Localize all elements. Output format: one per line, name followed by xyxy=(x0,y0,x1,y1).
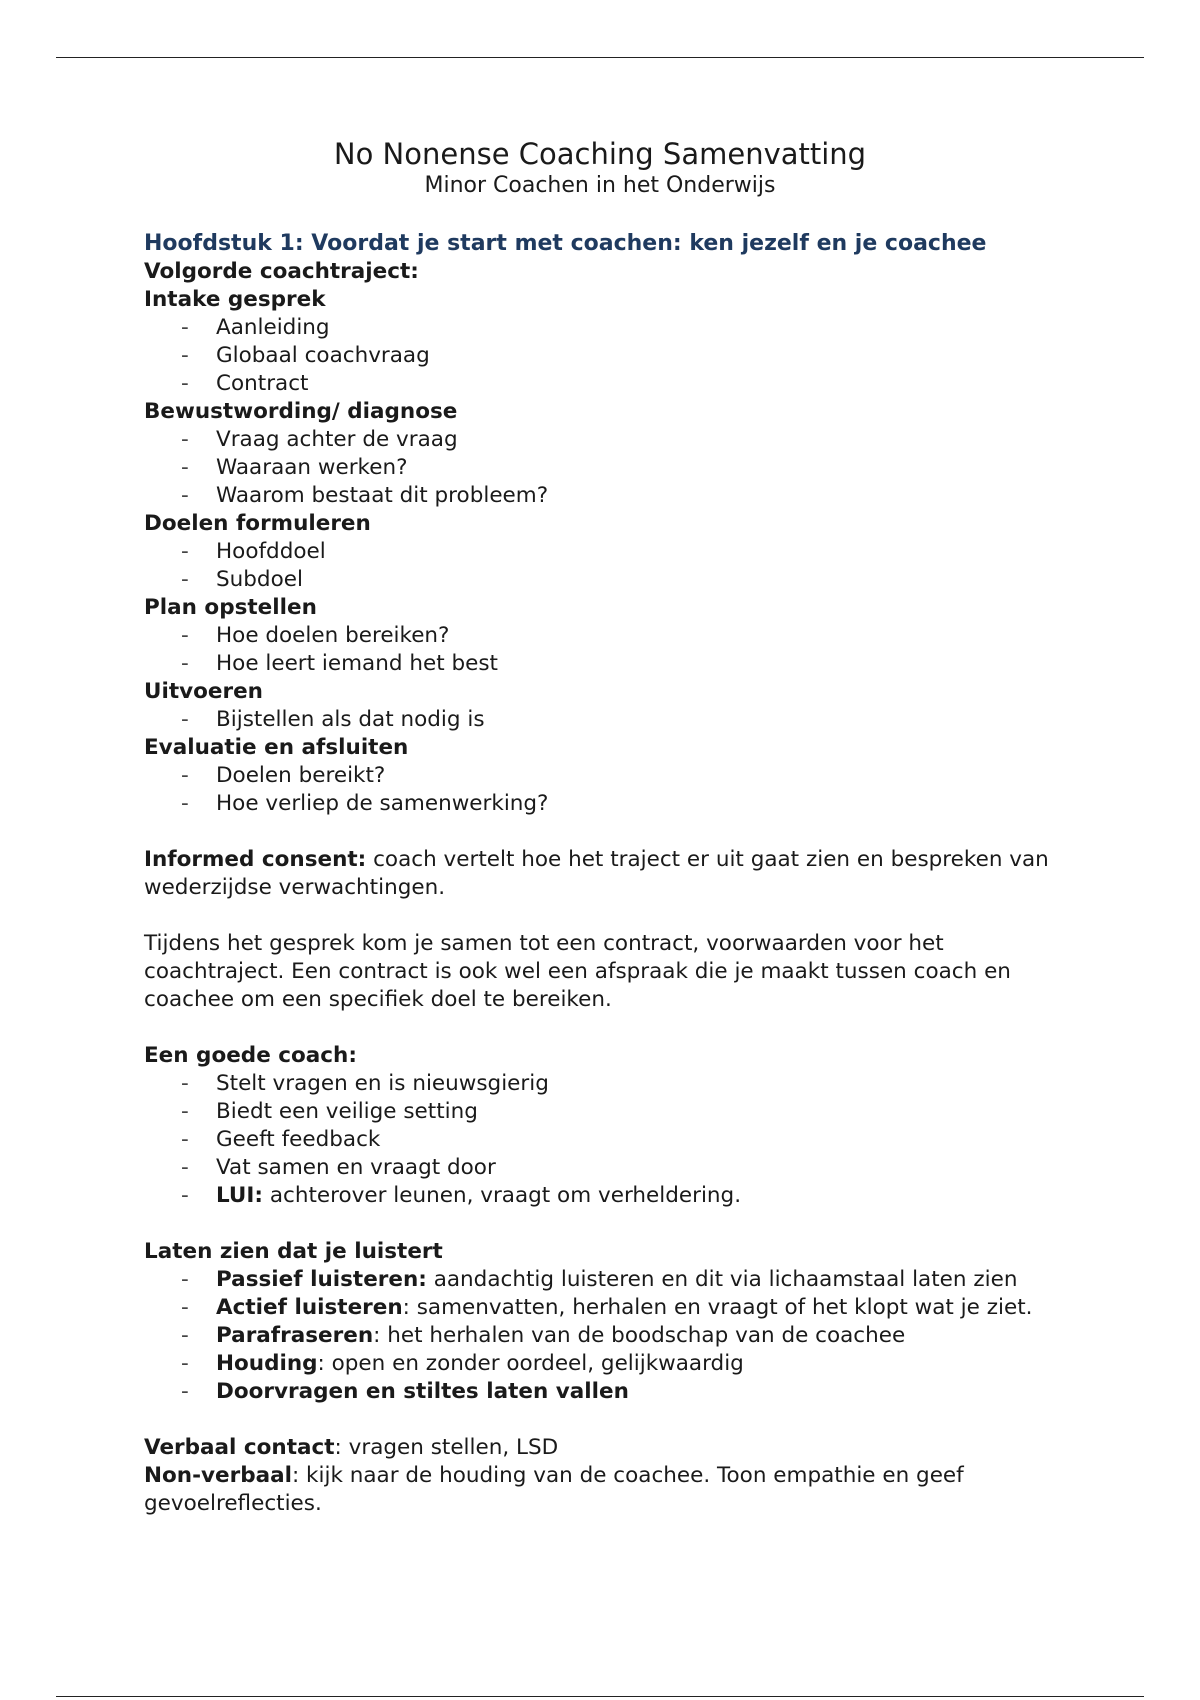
phase-title: Plan opstellen xyxy=(144,595,317,620)
list-item xyxy=(144,1378,1074,1406)
list-item xyxy=(144,1294,1074,1322)
list-item xyxy=(144,1350,1074,1378)
list-item: - Biedt een veilige setting xyxy=(144,1098,1074,1126)
list-item: - Doelen bereikt? xyxy=(144,762,1074,790)
nonverbal-contact-term: Non-verbaal xyxy=(144,1463,292,1488)
listening-list xyxy=(144,1266,1074,1406)
good-coach-heading: Een goede coach: xyxy=(144,1043,357,1068)
document-title: No Nonense Coaching Samenvatting xyxy=(333,137,867,171)
list-item-term: Houding xyxy=(216,1351,318,1376)
phase-title: Evaluatie en afsluiten xyxy=(144,735,409,760)
list-item-text: : het herhalen van de boodschap van de coachee xyxy=(373,1323,906,1348)
list-item-term: Doorvragen en stiltes laten vallen xyxy=(216,1379,629,1404)
list-item: - Aanleiding xyxy=(144,314,1074,342)
lui-text: achterover leunen, vraagt om verheldering. xyxy=(263,1183,742,1208)
phase-list xyxy=(144,762,1074,818)
lui-term: LUI: xyxy=(216,1183,263,1208)
list-item: - Vraag achter de vraag xyxy=(144,426,1074,454)
list-item: - Contract xyxy=(144,370,1074,398)
phase-title: Intake gesprek xyxy=(144,287,326,312)
list-item xyxy=(144,1182,1074,1210)
list-item: - Hoe doelen bereiken? xyxy=(144,622,1074,650)
list-item: - Subdoel xyxy=(144,566,1074,594)
informed-consent-term: Informed consent: xyxy=(144,847,367,872)
list-item xyxy=(144,1322,1074,1350)
phase-list xyxy=(144,426,1074,510)
document-subtitle: Minor Coachen in het Onderwijs xyxy=(424,173,776,198)
document-body xyxy=(144,230,1074,1518)
informed-consent-text: coach vertelt hoe het traject er uit gaat zien en bespreken van wederzijdse verwachtingen. xyxy=(144,847,1049,900)
traject-heading: Volgorde coachtraject: xyxy=(144,259,419,284)
bottom-rule xyxy=(56,1696,1144,1697)
title-block xyxy=(0,136,1200,200)
list-item: - Globaal coachvraag xyxy=(144,342,1074,370)
list-item-term: Actief luisteren xyxy=(216,1295,403,1320)
phase-list xyxy=(144,706,1074,734)
top-rule xyxy=(56,57,1144,58)
phase-title: Uitvoeren xyxy=(144,679,263,704)
nonverbal-contact-line xyxy=(144,1462,1074,1518)
list-item: - Waarom bestaat dit probleem? xyxy=(144,482,1074,510)
list-item-text: aandachtig luisteren en dit via lichaamstaal laten zien xyxy=(426,1267,1018,1292)
phase-title: Doelen formuleren xyxy=(144,511,371,536)
list-item: - Stelt vragen en is nieuwsgierig xyxy=(144,1070,1074,1098)
phase-list xyxy=(144,622,1074,678)
list-item: - Hoe verliep de samenwerking? xyxy=(144,790,1074,818)
listening-heading: Laten zien dat je luistert xyxy=(144,1239,443,1264)
chapter-heading: Hoofdstuk 1: Voordat je start met coachen: ken jezelf en je coachee xyxy=(144,231,987,256)
nonverbal-contact-text: : kijk naar de houding van de coachee. Toon empathie en geef gevoelreflecties. xyxy=(144,1463,964,1516)
verbal-contact-text: : vragen stellen, LSD xyxy=(334,1435,559,1460)
good-coach-list xyxy=(144,1070,1074,1210)
verbal-contact-line xyxy=(144,1434,1074,1462)
list-item-term: Passief luisteren: xyxy=(216,1267,427,1292)
list-item-term: Parafraseren xyxy=(216,1323,374,1348)
list-item: - Vat samen en vraagt door xyxy=(144,1154,1074,1182)
phase-title: Bewustwording/ diagnose xyxy=(144,399,458,424)
list-item: - Geeft feedback xyxy=(144,1126,1074,1154)
phase-list xyxy=(144,538,1074,594)
list-item xyxy=(144,1266,1074,1294)
list-item-text: : open en zonder oordeel, gelijkwaardig xyxy=(317,1351,744,1376)
list-item-text: : samenvatten, herhalen en vraagt of het klopt wat je ziet. xyxy=(402,1295,1033,1320)
verbal-contact-term: Verbaal contact xyxy=(144,1435,335,1460)
list-item: - Hoe leert iemand het best xyxy=(144,650,1074,678)
informed-consent-paragraph xyxy=(144,846,1074,902)
list-item: - Bijstellen als dat nodig is xyxy=(144,706,1074,734)
contract-paragraph: Tijdens het gesprek kom je samen tot een contract, voorwaarden voor het coachtraject. Een contract is ook wel een afspraak die je maakt tussen coach en coachee om een specifiek doel te bereiken. xyxy=(144,931,1011,1012)
list-item: - Waaraan werken? xyxy=(144,454,1074,482)
phase-list xyxy=(144,314,1074,398)
list-item: - Hoofddoel xyxy=(144,538,1074,566)
